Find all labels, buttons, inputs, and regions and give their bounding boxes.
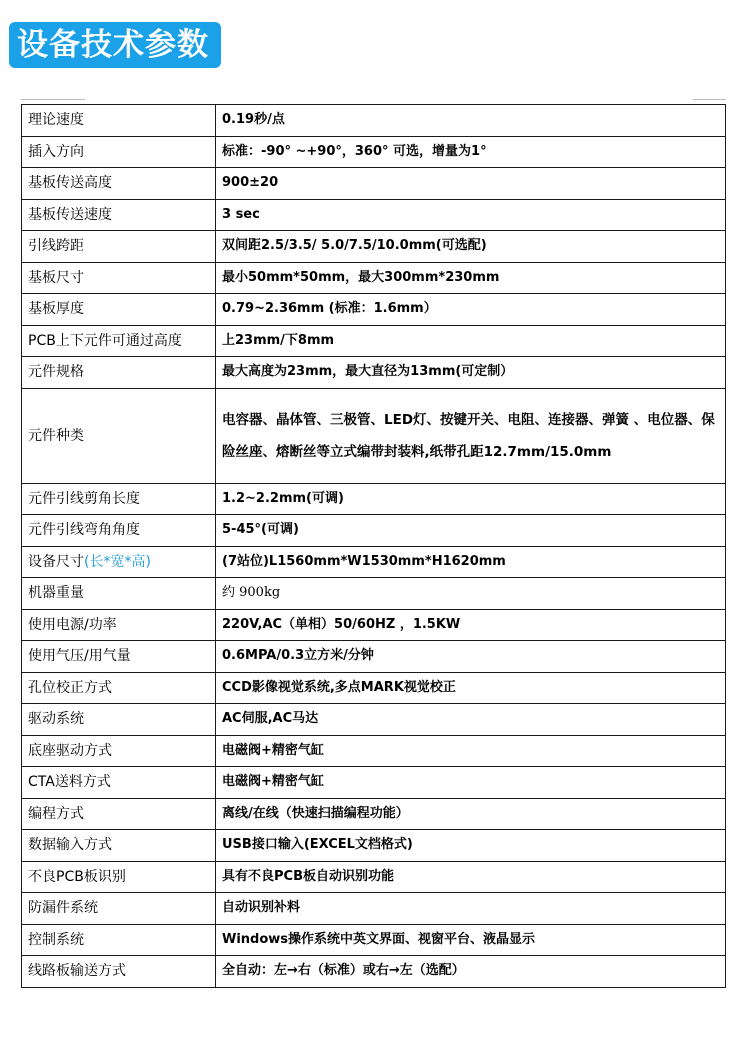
spec-label: 控制系统 <box>22 924 216 956</box>
table-row <box>22 704 726 736</box>
spec-value: 约 900kg <box>216 578 726 610</box>
spec-label: 元件引线弯角角度 <box>22 515 216 547</box>
table-row <box>22 168 726 200</box>
spec-label: PCB上下元件可通过高度 <box>22 325 216 357</box>
spec-label: 元件种类 <box>22 388 216 483</box>
table-row <box>22 546 726 578</box>
spec-label: 底座驱动方式 <box>22 735 216 767</box>
table-row <box>22 672 726 704</box>
spec-label-main: 设备尺寸 <box>28 553 84 570</box>
spec-label <box>22 546 216 578</box>
spec-value: AC伺服,AC马达 <box>216 704 726 736</box>
table-row <box>22 199 726 231</box>
spec-value: 标准：-90° ~+90°，360° 可选，增量为1° <box>216 136 726 168</box>
spec-label: 元件规格 <box>22 357 216 389</box>
table-row <box>22 388 726 483</box>
table-row <box>22 483 726 515</box>
spec-value: 1.2~2.2mm(可调) <box>216 483 726 515</box>
spec-value: USB接口输入(EXCEL文档格式) <box>216 830 726 862</box>
table-row <box>22 231 726 263</box>
spec-value: 电磁阀+精密气缸 <box>216 735 726 767</box>
header-divider-left <box>21 99 85 100</box>
table-row <box>22 136 726 168</box>
table-row <box>22 357 726 389</box>
spec-table <box>21 104 726 988</box>
spec-value: 最小50mm*50mm，最大300mm*230mm <box>216 262 726 294</box>
table-row <box>22 262 726 294</box>
spec-label: 使用气压/用气量 <box>22 641 216 673</box>
spec-label: CTA送料方式 <box>22 767 216 799</box>
spec-value: 自动识别补料 <box>216 893 726 925</box>
spec-value: 最大高度为23mm，最大直径为13mm(可定制） <box>216 357 726 389</box>
spec-value: 双间距2.5/3.5/ 5.0/7.5/10.0mm(可选配) <box>216 231 726 263</box>
spec-value: CCD影像视觉系统,多点MARK视觉校正 <box>216 672 726 704</box>
spec-label: 数据输入方式 <box>22 830 216 862</box>
spec-value: 0.79~2.36mm (标准：1.6mm） <box>216 294 726 326</box>
spec-label: 不良PCB板识别 <box>22 861 216 893</box>
spec-value: Windows操作系统中英文界面、视窗平台、液晶显示 <box>216 924 726 956</box>
spec-label: 防漏件系统 <box>22 893 216 925</box>
table-row <box>22 830 726 862</box>
table-row <box>22 798 726 830</box>
table-row <box>22 956 726 988</box>
spec-value: 3 sec <box>216 199 726 231</box>
table-row <box>22 861 726 893</box>
spec-value: 电磁阀+精密气缸 <box>216 767 726 799</box>
spec-value: 5-45°(可调) <box>216 515 726 547</box>
table-row <box>22 325 726 357</box>
spec-value: 离线/在线（快速扫描编程功能） <box>216 798 726 830</box>
spec-label: 机器重量 <box>22 578 216 610</box>
spec-value: 上23mm/下8mm <box>216 325 726 357</box>
table-row <box>22 924 726 956</box>
spec-value: 具有不良PCB板自动识别功能 <box>216 861 726 893</box>
spec-label: 理论速度 <box>22 105 216 137</box>
spec-label: 线路板输送方式 <box>22 956 216 988</box>
table-row <box>22 893 726 925</box>
spec-value: 全自动：左→右（标准）或右→左（选配） <box>216 956 726 988</box>
spec-value: (7站位)L1560mm*W1530mm*H1620mm <box>216 546 726 578</box>
spec-label: 使用电源/功率 <box>22 609 216 641</box>
table-row <box>22 767 726 799</box>
table-row <box>22 609 726 641</box>
spec-label-accent: (长*宽*高) <box>84 553 151 570</box>
spec-label: 基板厚度 <box>22 294 216 326</box>
spec-value: 电容器、晶体管、三极管、LED灯、按键开关、电阻、连接器、弹簧 、电位器、保险丝座、熔断丝等立式编带封装料,纸带孔距12.7mm/15.0mm <box>216 388 726 483</box>
header-divider-right <box>693 99 726 100</box>
spec-label: 编程方式 <box>22 798 216 830</box>
spec-label: 插入方向 <box>22 136 216 168</box>
spec-label: 引线跨距 <box>22 231 216 263</box>
table-row <box>22 105 726 137</box>
spec-label: 基板传送高度 <box>22 168 216 200</box>
table-row <box>22 515 726 547</box>
spec-label: 基板传送速度 <box>22 199 216 231</box>
table-row <box>22 641 726 673</box>
table-row <box>22 294 726 326</box>
table-row <box>22 735 726 767</box>
page-title: 设备技术参数 <box>9 22 221 68</box>
spec-value: 0.6MPA/0.3立方米/分钟 <box>216 641 726 673</box>
spec-label: 孔位校正方式 <box>22 672 216 704</box>
table-row <box>22 578 726 610</box>
spec-value: 0.19秒/点 <box>216 105 726 137</box>
spec-value: 900±20 <box>216 168 726 200</box>
spec-label: 驱动系统 <box>22 704 216 736</box>
spec-label: 基板尺寸 <box>22 262 216 294</box>
spec-value: 220V,AC（单相）50/60HZ ，1.5KW <box>216 609 726 641</box>
spec-label: 元件引线剪角长度 <box>22 483 216 515</box>
